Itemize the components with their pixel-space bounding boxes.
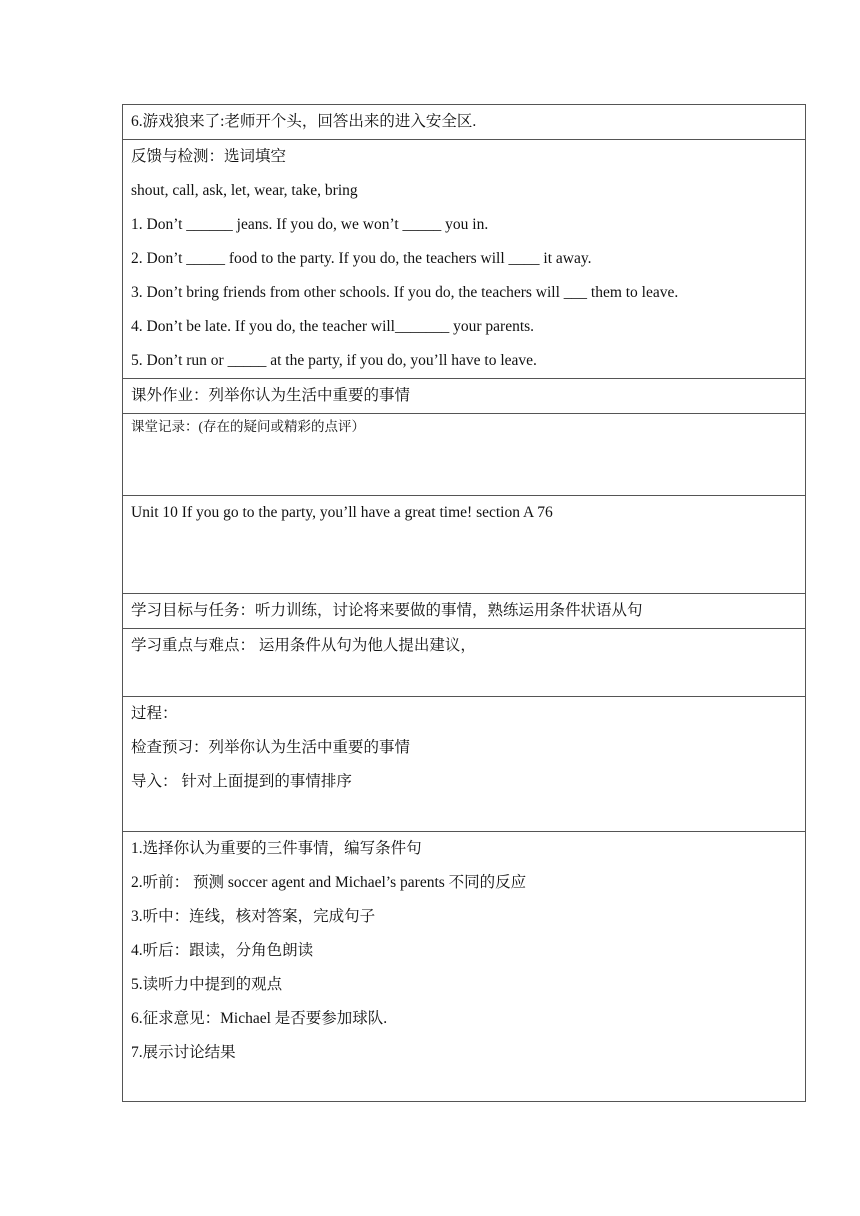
feedback-cell <box>123 140 806 379</box>
key-points-cell <box>123 629 806 697</box>
unit-title: Unit 10 If you go to the party, you’ll have a great time! section A 76 <box>131 504 553 521</box>
steps-row <box>123 832 806 1102</box>
goals-text: 学习目标与任务：听力训练，讨论将来要做的事情，熟练运用条件状语从句 <box>131 602 643 619</box>
step-item: 4.听后：跟读，分角色朗读 <box>131 942 314 959</box>
step-item: 3.听中：连线，核对答案，完成句子 <box>131 908 376 925</box>
lead-in-text: 导入： 针对上面提到的事情排序 <box>131 773 352 790</box>
exercise-item: 5. Don’t run or _____ at the party, if you do, you’ll have to leave. <box>131 352 537 369</box>
homework-cell <box>123 379 806 414</box>
goals-row <box>123 594 806 629</box>
homework-row <box>123 379 806 414</box>
key-points-text: 学习重点与难点： 运用条件从句为他人提出建议， <box>131 637 476 654</box>
steps-cell <box>123 832 806 1102</box>
process-heading: 过程： <box>131 705 178 722</box>
step-item: 6.征求意见：Michael 是否要参加球队. <box>131 1010 388 1027</box>
process-cell <box>123 697 806 832</box>
key-points-row <box>123 629 806 697</box>
game-text: 6.游戏狼来了:老师开个头，回答出来的进入安全区. <box>131 113 477 130</box>
game-cell <box>123 105 806 140</box>
exercise-item: 2. Don’t _____ food to the party. If you do, the teachers will ____ it away. <box>131 250 592 267</box>
feedback-heading: 反馈与检测：选词填空 <box>131 148 287 165</box>
game-row <box>123 105 806 140</box>
feedback-row <box>123 140 806 379</box>
exercise-item: 4. Don’t be late. If you do, the teacher will_______ your parents. <box>131 318 535 335</box>
goals-cell <box>123 594 806 629</box>
step-item: 5.读听力中提到的观点 <box>131 976 283 993</box>
lesson-plan-table <box>122 104 806 1102</box>
unit-cell <box>123 496 806 594</box>
preview-text: 检查预习：列举你认为生活中重要的事情 <box>131 739 411 756</box>
notes-cell <box>123 414 806 496</box>
exercise-item: 1. Don’t ______ jeans. If you do, we won’t _____ you in. <box>131 216 489 233</box>
notes-row <box>123 414 806 496</box>
unit-row <box>123 496 806 594</box>
word-bank: shout, call, ask, let, wear, take, bring <box>131 182 358 199</box>
notes-label: 课堂记录：(存在的疑问或精彩的点评） <box>131 419 365 434</box>
step-item: 1.选择你认为重要的三件事情，编写条件句 <box>131 840 422 857</box>
step-item: 2.听前： 预测 soccer agent and Michael’s parents 不同的反应 <box>131 874 527 891</box>
exercise-item: 3. Don’t bring friends from other schools. If you do, the teachers will ___ them to leave. <box>131 284 679 301</box>
homework-text: 课外作业：列举你认为生活中重要的事情 <box>131 387 411 404</box>
step-item: 7.展示讨论结果 <box>131 1044 236 1061</box>
process-row <box>123 697 806 832</box>
